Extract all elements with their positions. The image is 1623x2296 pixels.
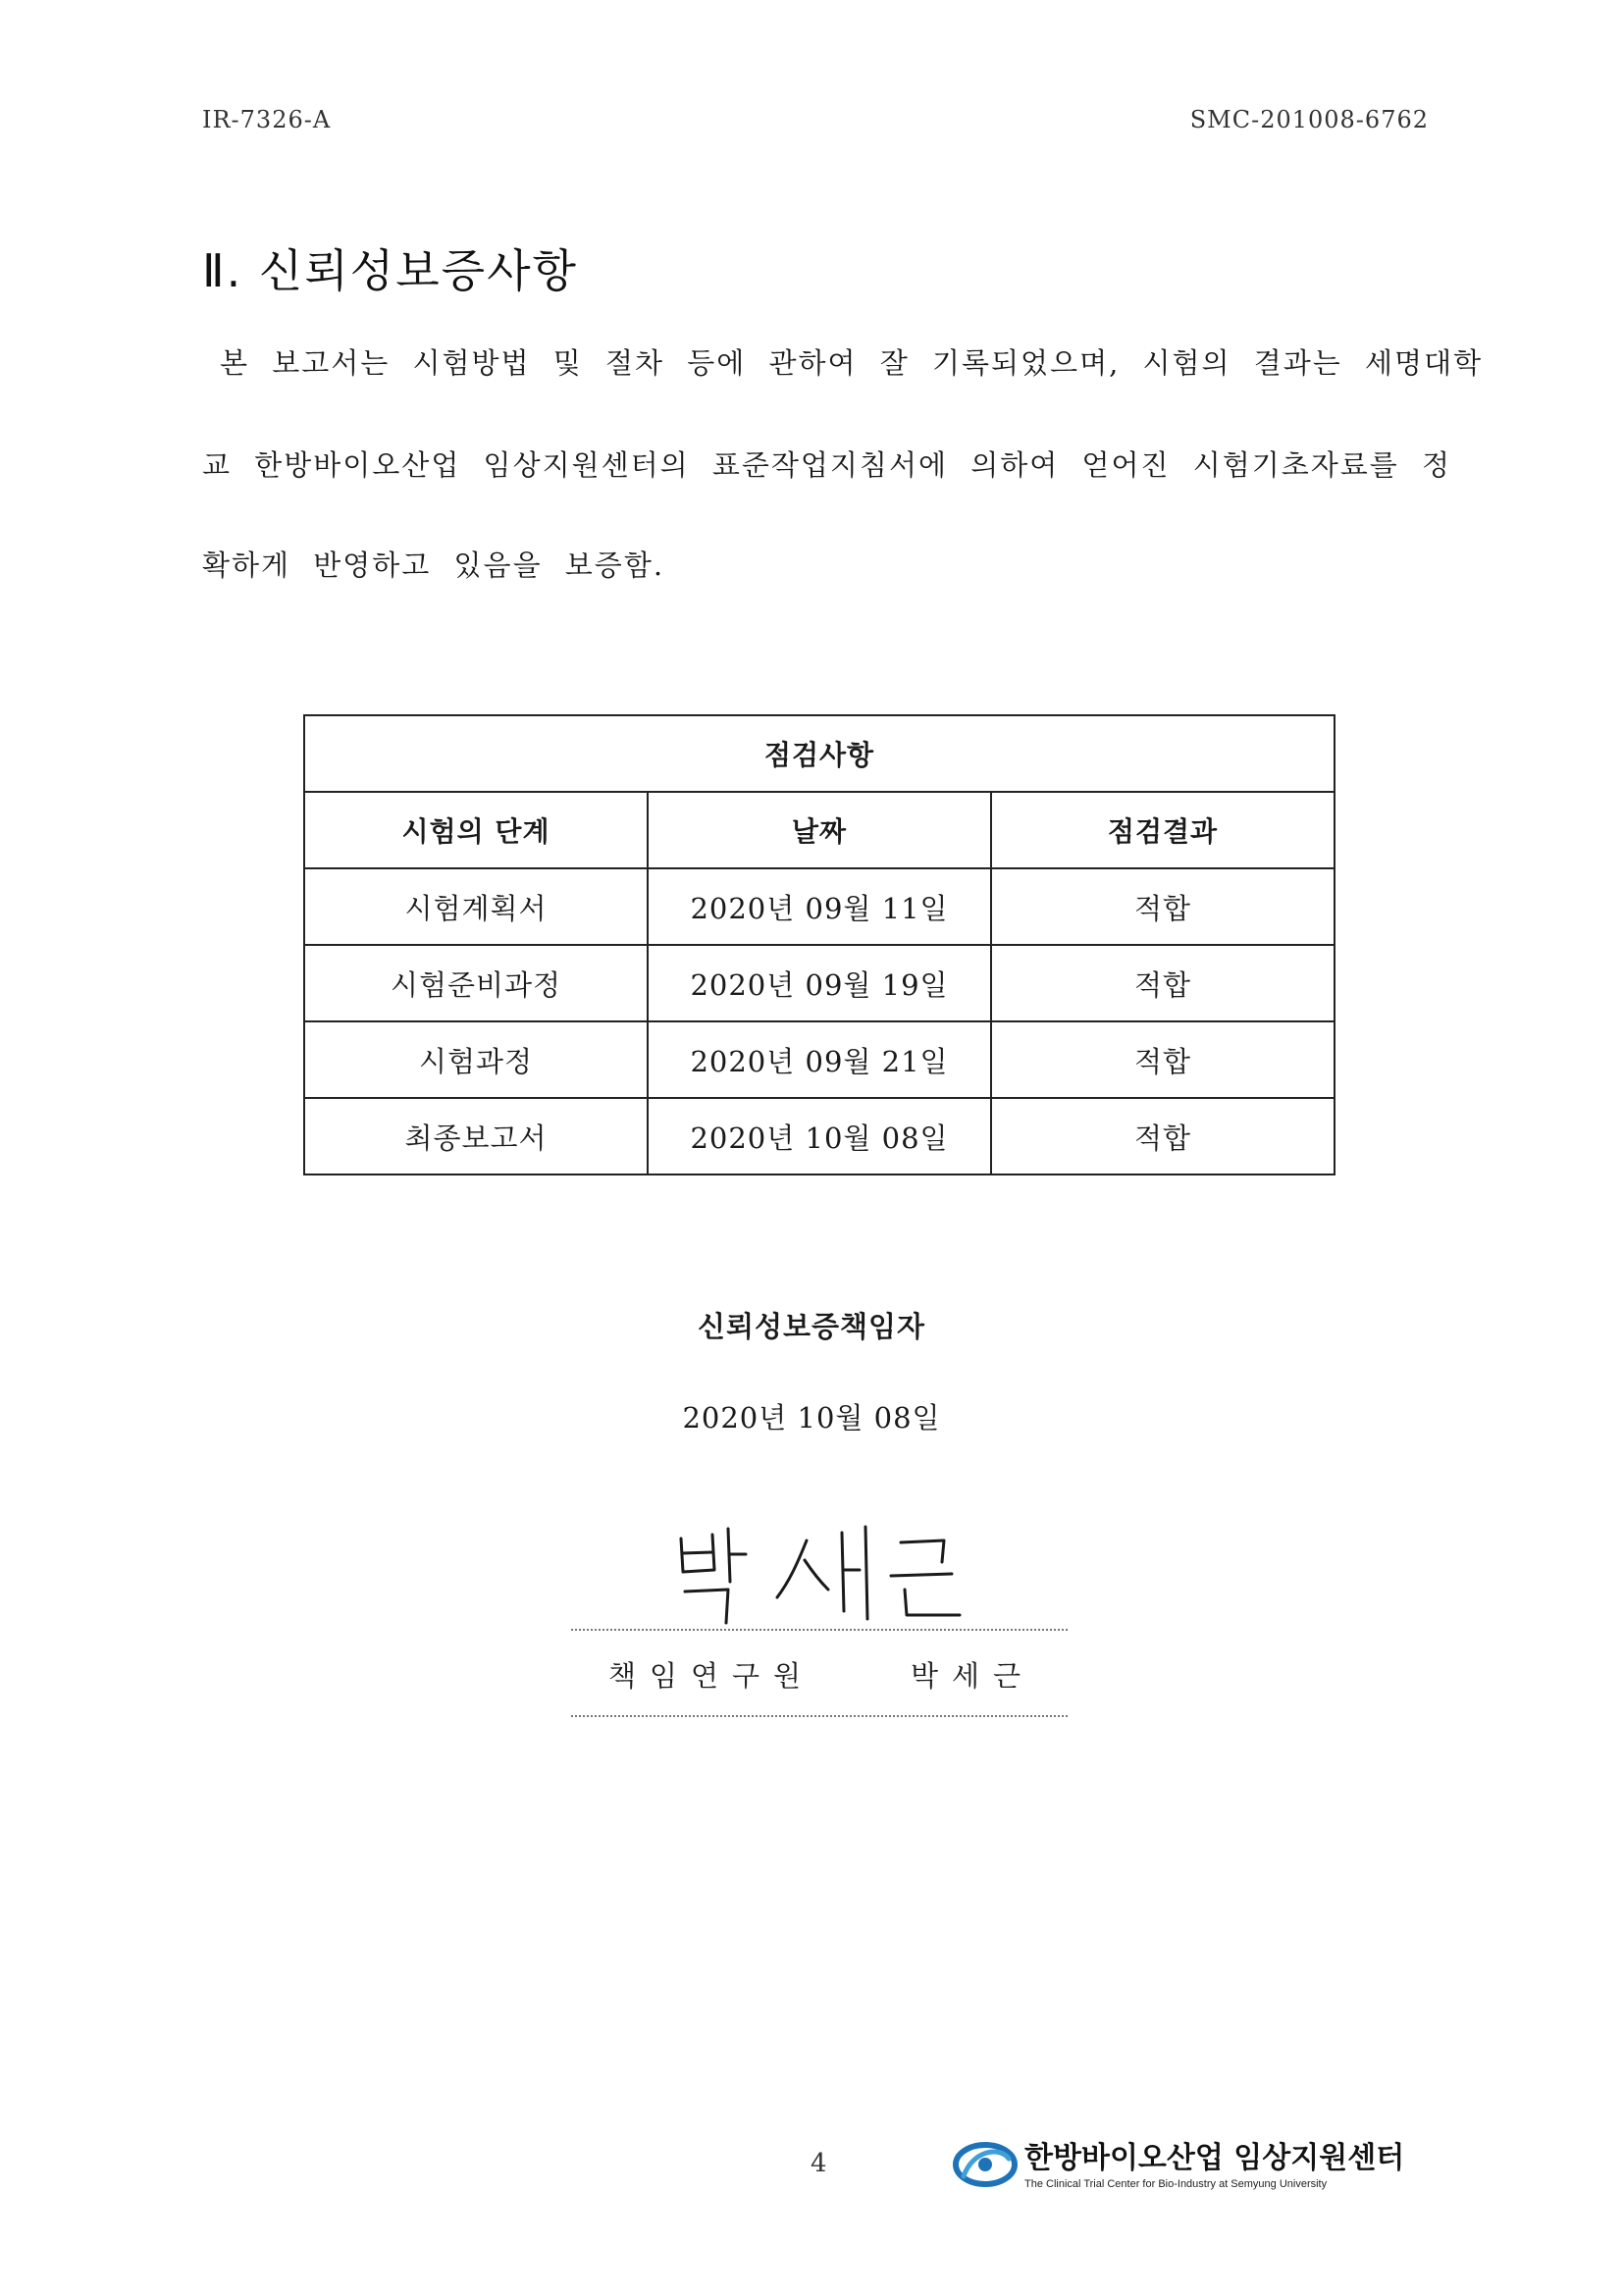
section-title: Ⅱ. 신뢰성보증사항	[202, 244, 578, 297]
table-caption: 점검사항	[304, 715, 1335, 792]
handwritten-signature	[659, 1521, 983, 1634]
document-code-right: SMC-201008-6762	[1189, 106, 1429, 133]
table-cell-date: 2020년 09월 19일	[648, 945, 991, 1021]
table-cell-stage: 시험과정	[304, 1021, 648, 1098]
table-cell-result: 적합	[991, 1021, 1335, 1098]
table-row	[304, 945, 1335, 1021]
logo-name: 한방바이오산업 임상지원센터	[1024, 2141, 1405, 2175]
table-header-row	[304, 792, 1335, 868]
table-row	[304, 1098, 1335, 1174]
swirl-logo-icon	[950, 2135, 1019, 2194]
table-cell-date: 2020년 10월 08일	[648, 1098, 991, 1174]
column-header-date: 날짜	[648, 792, 991, 868]
signature-line-bottom	[571, 1715, 1068, 1717]
paragraph-line-2: 교 한방바이오산업 임상지원센터의 표준작업지침서에 의하여 얻어진 시험기초자료를 정	[202, 448, 1452, 482]
table-cell-date: 2020년 09월 21일	[648, 1021, 991, 1098]
paragraph-line-3: 확하게 반영하고 있음을 보증함.	[202, 548, 665, 582]
table-row	[304, 1021, 1335, 1098]
responsible-role: 책임연구원	[608, 1659, 815, 1693]
table-caption-row	[304, 715, 1335, 792]
column-header-stage: 시험의 단계	[304, 792, 648, 868]
table-row	[304, 868, 1335, 945]
signature-line-top	[571, 1629, 1068, 1631]
table-cell-result: 적합	[991, 868, 1335, 945]
table-cell-result: 적합	[991, 945, 1335, 1021]
table-cell-result: 적합	[991, 1098, 1335, 1174]
page-number: 4	[811, 2149, 827, 2178]
table-cell-stage: 최종보고서	[304, 1098, 648, 1174]
table-cell-stage: 시험계획서	[304, 868, 648, 945]
column-header-result: 점검결과	[991, 792, 1335, 868]
table-cell-stage: 시험준비과정	[304, 945, 648, 1021]
inspection-table	[303, 714, 1335, 1175]
document-code-left: IR-7326-A	[202, 106, 332, 133]
table-cell-date: 2020년 09월 11일	[648, 868, 991, 945]
center-logo	[950, 2131, 1405, 2200]
responsible-name: 박세근	[911, 1659, 1035, 1693]
paragraph-line-1: 본 보고서는 시험방법 및 절차 등에 관하여 잘 기록되었으며, 시험의 결과는 세명대학	[220, 346, 1484, 380]
signoff-date: 2020년 10월 08일	[682, 1401, 941, 1435]
signoff-title: 신뢰성보증책임자	[697, 1310, 926, 1343]
logo-subtitle: The Clinical Trial Center for Bio-Industry at Semyung University	[1024, 2178, 1328, 2190]
